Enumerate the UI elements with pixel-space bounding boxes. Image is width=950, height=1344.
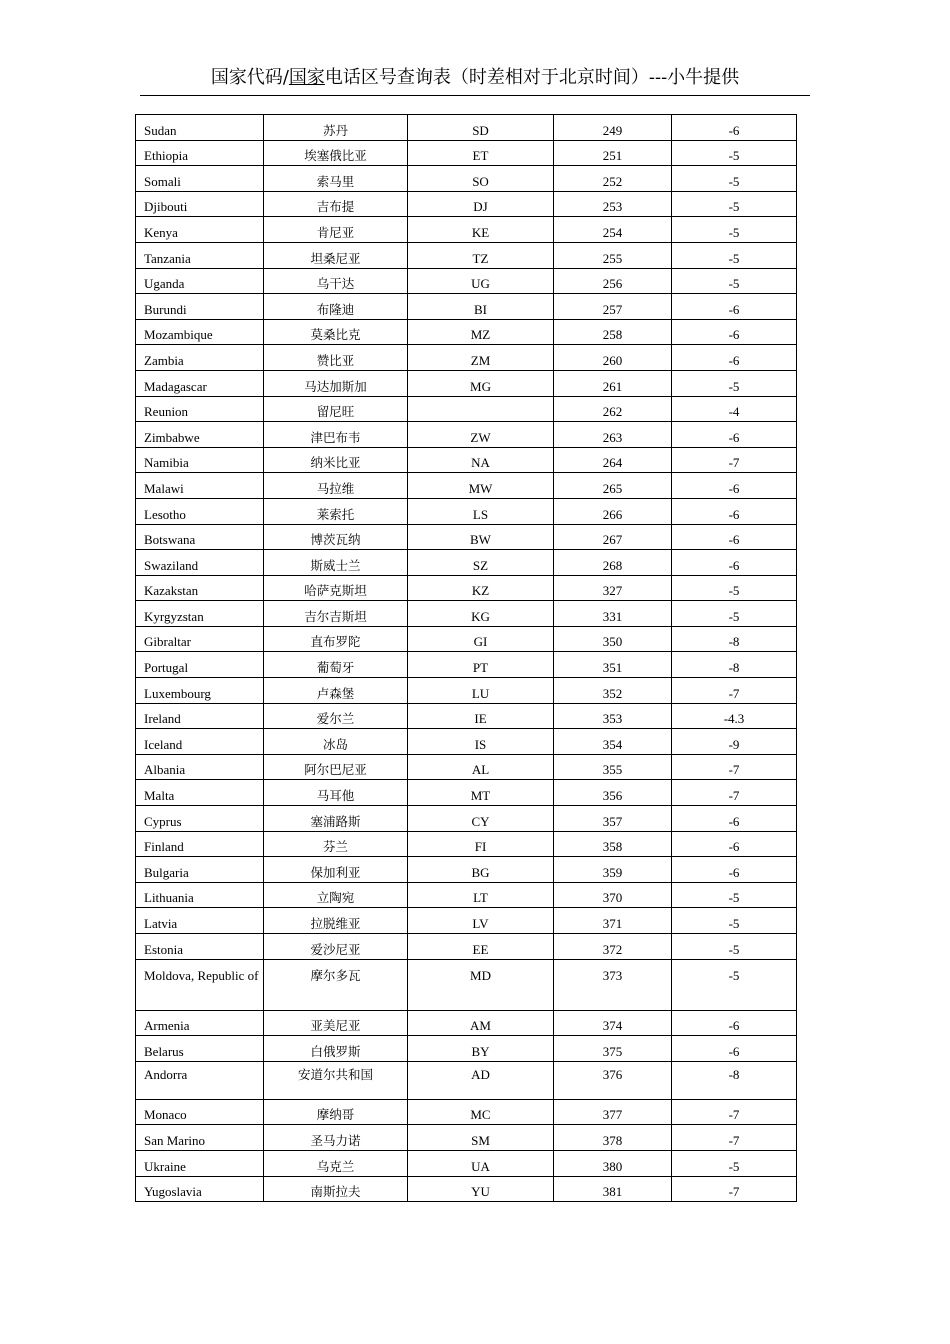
time-difference: -7: [672, 1176, 797, 1202]
dial-code: 380: [554, 1150, 672, 1176]
table-row: [136, 191, 797, 217]
dial-code: 256: [554, 268, 672, 294]
dial-code: 265: [554, 473, 672, 499]
country-name-cn: 布隆迪: [264, 294, 408, 320]
country-code: MZ: [408, 319, 554, 345]
country-name-en: Sudan: [136, 115, 264, 141]
table-row: [136, 166, 797, 192]
dial-code: 252: [554, 166, 672, 192]
time-difference: -5: [672, 217, 797, 243]
country-name-en: Portugal: [136, 652, 264, 678]
country-name-cn: 苏丹: [264, 115, 408, 141]
dial-code: 249: [554, 115, 672, 141]
country-code: KG: [408, 601, 554, 627]
dial-code: 373: [554, 959, 672, 1010]
dial-code: 378: [554, 1125, 672, 1151]
country-name-en: Ukraine: [136, 1150, 264, 1176]
country-code: AD: [408, 1061, 554, 1099]
country-code: SM: [408, 1125, 554, 1151]
table-row: [136, 831, 797, 857]
country-name-cn: 吉布提: [264, 191, 408, 217]
dial-code: 372: [554, 934, 672, 960]
time-difference: -7: [672, 1099, 797, 1125]
time-difference: -6: [672, 115, 797, 141]
page-title-part2: 电话区号查询表（时差相对于北京时间）---小牛提供: [324, 67, 740, 88]
time-difference: -5: [672, 166, 797, 192]
table-row: [136, 268, 797, 294]
country-name-en: Monaco: [136, 1099, 264, 1125]
dial-code: 357: [554, 806, 672, 832]
table-row: [136, 447, 797, 473]
dial-code: 351: [554, 652, 672, 678]
dial-code: 354: [554, 729, 672, 755]
country-code: ZM: [408, 345, 554, 371]
time-difference: -8: [672, 626, 797, 652]
country-name-cn: 埃塞俄比亚: [264, 140, 408, 166]
table-row: [136, 959, 797, 1010]
dial-code: 327: [554, 575, 672, 601]
time-difference: -5: [672, 882, 797, 908]
time-difference: -6: [672, 1010, 797, 1036]
country-code: NA: [408, 447, 554, 473]
table-row: [136, 524, 797, 550]
table-row: [136, 703, 797, 729]
page-header: [140, 66, 810, 96]
table-row: [136, 626, 797, 652]
time-difference: -5: [672, 370, 797, 396]
time-difference: -6: [672, 345, 797, 371]
country-code: AL: [408, 754, 554, 780]
country-name-cn: 肯尼亚: [264, 217, 408, 243]
country-name-en: Finland: [136, 831, 264, 857]
country-code: SD: [408, 115, 554, 141]
country-name-cn: 摩尔多瓦: [264, 959, 408, 1010]
table-row: [136, 422, 797, 448]
country-name-en: Lesotho: [136, 498, 264, 524]
page-title-part1: 国家代码/: [210, 67, 289, 88]
time-difference: -6: [672, 550, 797, 576]
country-code: MG: [408, 370, 554, 396]
country-name-cn: 索马里: [264, 166, 408, 192]
time-difference: -5: [672, 191, 797, 217]
country-name-en: Reunion: [136, 396, 264, 422]
time-difference: -6: [672, 524, 797, 550]
table-row: [136, 678, 797, 704]
table-row: [136, 1125, 797, 1151]
time-difference: -8: [672, 1061, 797, 1099]
country-name-en: Armenia: [136, 1010, 264, 1036]
table-row: [136, 1010, 797, 1036]
country-name-cn: 直布罗陀: [264, 626, 408, 652]
country-name-cn: 马拉维: [264, 473, 408, 499]
dial-code: 260: [554, 345, 672, 371]
country-name-cn: 坦桑尼亚: [264, 242, 408, 268]
country-code: DJ: [408, 191, 554, 217]
country-name-en: Belarus: [136, 1036, 264, 1062]
country-code: GI: [408, 626, 554, 652]
time-difference: -6: [672, 473, 797, 499]
country-name-cn: 斯威士兰: [264, 550, 408, 576]
country-name-en: Namibia: [136, 447, 264, 473]
country-name-en: Uganda: [136, 268, 264, 294]
page-title-underlined: 国家: [288, 67, 325, 88]
country-code: PT: [408, 652, 554, 678]
time-difference: -6: [672, 857, 797, 883]
country-code: LV: [408, 908, 554, 934]
table-row: [136, 498, 797, 524]
time-difference: -5: [672, 908, 797, 934]
country-code: LS: [408, 498, 554, 524]
country-name-cn: 留尼旺: [264, 396, 408, 422]
time-difference: -6: [672, 422, 797, 448]
table-row: [136, 806, 797, 832]
country-code: EE: [408, 934, 554, 960]
table-row: [136, 601, 797, 627]
country-name-cn: 冰岛: [264, 729, 408, 755]
table-row: [136, 1176, 797, 1202]
time-difference: -4: [672, 396, 797, 422]
dial-code: 331: [554, 601, 672, 627]
country-name-en: Lithuania: [136, 882, 264, 908]
time-difference: -5: [672, 1150, 797, 1176]
country-name-cn: 津巴布韦: [264, 422, 408, 448]
country-code: IE: [408, 703, 554, 729]
time-difference: -6: [672, 806, 797, 832]
country-code: FI: [408, 831, 554, 857]
country-code: SO: [408, 166, 554, 192]
country-code: LT: [408, 882, 554, 908]
time-difference: -5: [672, 601, 797, 627]
time-difference: -7: [672, 1125, 797, 1151]
country-name-en: Yugoslavia: [136, 1176, 264, 1202]
time-difference: -6: [672, 1036, 797, 1062]
country-code: BY: [408, 1036, 554, 1062]
dial-code: 374: [554, 1010, 672, 1036]
country-name-cn: 安道尔共和国: [264, 1061, 408, 1099]
country-name-en: Swaziland: [136, 550, 264, 576]
table-row: [136, 1061, 797, 1099]
country-name-cn: 哈萨克斯坦: [264, 575, 408, 601]
country-name-cn: 赞比亚: [264, 345, 408, 371]
time-difference: -5: [672, 934, 797, 960]
country-code: UG: [408, 268, 554, 294]
country-name-en: Moldova, Republic of: [136, 959, 264, 1010]
country-name-en: Ireland: [136, 703, 264, 729]
dial-code: 268: [554, 550, 672, 576]
time-difference: -6: [672, 319, 797, 345]
table-row: [136, 754, 797, 780]
dial-code: 355: [554, 754, 672, 780]
table-row: [136, 396, 797, 422]
country-code: MW: [408, 473, 554, 499]
country-name-en: Burundi: [136, 294, 264, 320]
country-code-table: [135, 114, 797, 1202]
country-name-en: Ethiopia: [136, 140, 264, 166]
table-row: [136, 370, 797, 396]
country-name-cn: 卢森堡: [264, 678, 408, 704]
country-name-cn: 乌干达: [264, 268, 408, 294]
country-name-cn: 葡萄牙: [264, 652, 408, 678]
time-difference: -7: [672, 780, 797, 806]
country-name-en: Djibouti: [136, 191, 264, 217]
time-difference: -7: [672, 447, 797, 473]
country-name-cn: 白俄罗斯: [264, 1036, 408, 1062]
time-difference: -6: [672, 831, 797, 857]
country-name-cn: 保加利亚: [264, 857, 408, 883]
country-name-en: Zambia: [136, 345, 264, 371]
country-name-en: Kyrgyzstan: [136, 601, 264, 627]
country-name-cn: 莱索托: [264, 498, 408, 524]
dial-code: 371: [554, 908, 672, 934]
country-name-cn: 纳米比亚: [264, 447, 408, 473]
country-code: [408, 396, 554, 422]
dial-code: 375: [554, 1036, 672, 1062]
dial-code: 350: [554, 626, 672, 652]
country-name-en: Zimbabwe: [136, 422, 264, 448]
dial-code: 257: [554, 294, 672, 320]
country-code: KE: [408, 217, 554, 243]
time-difference: -9: [672, 729, 797, 755]
dial-code: 377: [554, 1099, 672, 1125]
table-row: [136, 319, 797, 345]
country-name-en: Luxembourg: [136, 678, 264, 704]
country-name-cn: 吉尔吉斯坦: [264, 601, 408, 627]
dial-code: 359: [554, 857, 672, 883]
country-name-en: Albania: [136, 754, 264, 780]
dial-code: 353: [554, 703, 672, 729]
country-code: KZ: [408, 575, 554, 601]
country-name-en: Cyprus: [136, 806, 264, 832]
country-name-cn: 马耳他: [264, 780, 408, 806]
country-name-cn: 拉脱维亚: [264, 908, 408, 934]
country-name-cn: 爱沙尼亚: [264, 934, 408, 960]
table-row: [136, 115, 797, 141]
dial-code: 264: [554, 447, 672, 473]
country-name-cn: 莫桑比克: [264, 319, 408, 345]
country-name-en: Estonia: [136, 934, 264, 960]
country-name-en: Iceland: [136, 729, 264, 755]
country-name-cn: 摩纳哥: [264, 1099, 408, 1125]
country-code: UA: [408, 1150, 554, 1176]
time-difference: -4.3: [672, 703, 797, 729]
time-difference: -8: [672, 652, 797, 678]
time-difference: -6: [672, 294, 797, 320]
dial-code: 263: [554, 422, 672, 448]
country-code: BW: [408, 524, 554, 550]
country-name-en: Kenya: [136, 217, 264, 243]
country-name-en: San Marino: [136, 1125, 264, 1151]
dial-code: 266: [554, 498, 672, 524]
dial-code: 253: [554, 191, 672, 217]
country-name-cn: 博茨瓦纳: [264, 524, 408, 550]
dial-code: 262: [554, 396, 672, 422]
dial-code: 356: [554, 780, 672, 806]
country-name-en: Madagascar: [136, 370, 264, 396]
country-code: ZW: [408, 422, 554, 448]
country-name-en: Malta: [136, 780, 264, 806]
dial-code: 267: [554, 524, 672, 550]
country-name-cn: 阿尔巴尼亚: [264, 754, 408, 780]
country-name-en: Bulgaria: [136, 857, 264, 883]
dial-code: 254: [554, 217, 672, 243]
country-name-en: Somali: [136, 166, 264, 192]
table-row: [136, 1036, 797, 1062]
country-code: BI: [408, 294, 554, 320]
time-difference: -7: [672, 678, 797, 704]
table-row: [136, 473, 797, 499]
time-difference: -5: [672, 140, 797, 166]
country-name-en: Gibraltar: [136, 626, 264, 652]
table-row: [136, 294, 797, 320]
country-name-cn: 爱尔兰: [264, 703, 408, 729]
dial-code: 370: [554, 882, 672, 908]
table-row: [136, 934, 797, 960]
country-name-en: Malawi: [136, 473, 264, 499]
country-code: MT: [408, 780, 554, 806]
table-row: [136, 345, 797, 371]
country-name-en: Mozambique: [136, 319, 264, 345]
country-code: ET: [408, 140, 554, 166]
time-difference: -6: [672, 498, 797, 524]
table-row: [136, 1150, 797, 1176]
country-name-cn: 亚美尼亚: [264, 1010, 408, 1036]
time-difference: -7: [672, 754, 797, 780]
country-name-cn: 芬兰: [264, 831, 408, 857]
table-row: [136, 857, 797, 883]
country-code: BG: [408, 857, 554, 883]
time-difference: -5: [672, 575, 797, 601]
country-code: LU: [408, 678, 554, 704]
time-difference: -5: [672, 242, 797, 268]
table-row: [136, 908, 797, 934]
table-row: [136, 140, 797, 166]
country-name-en: Kazakstan: [136, 575, 264, 601]
country-code: YU: [408, 1176, 554, 1202]
country-name-cn: 圣马力诺: [264, 1125, 408, 1151]
table-row: [136, 729, 797, 755]
table-body: [136, 115, 797, 1202]
time-difference: -5: [672, 959, 797, 1010]
country-code: IS: [408, 729, 554, 755]
table-row: [136, 1099, 797, 1125]
table-row: [136, 550, 797, 576]
country-name-en: Botswana: [136, 524, 264, 550]
dial-code: 381: [554, 1176, 672, 1202]
dial-code: 376: [554, 1061, 672, 1099]
dial-code: 358: [554, 831, 672, 857]
country-code: TZ: [408, 242, 554, 268]
country-name-cn: 乌克兰: [264, 1150, 408, 1176]
table-row: [136, 575, 797, 601]
country-code: MC: [408, 1099, 554, 1125]
dial-code: 255: [554, 242, 672, 268]
country-code: CY: [408, 806, 554, 832]
time-difference: -5: [672, 268, 797, 294]
dial-code: 258: [554, 319, 672, 345]
country-name-en: Tanzania: [136, 242, 264, 268]
country-code: MD: [408, 959, 554, 1010]
country-code: SZ: [408, 550, 554, 576]
country-name-en: Latvia: [136, 908, 264, 934]
table-row: [136, 652, 797, 678]
country-name-cn: 塞浦路斯: [264, 806, 408, 832]
country-name-cn: 南斯拉夫: [264, 1176, 408, 1202]
table-row: [136, 780, 797, 806]
table-row: [136, 242, 797, 268]
table-row: [136, 882, 797, 908]
country-name-en: Andorra: [136, 1061, 264, 1099]
dial-code: 251: [554, 140, 672, 166]
dial-code: 352: [554, 678, 672, 704]
dial-code: 261: [554, 370, 672, 396]
country-name-cn: 马达加斯加: [264, 370, 408, 396]
country-code: AM: [408, 1010, 554, 1036]
country-name-cn: 立陶宛: [264, 882, 408, 908]
table-row: [136, 217, 797, 243]
